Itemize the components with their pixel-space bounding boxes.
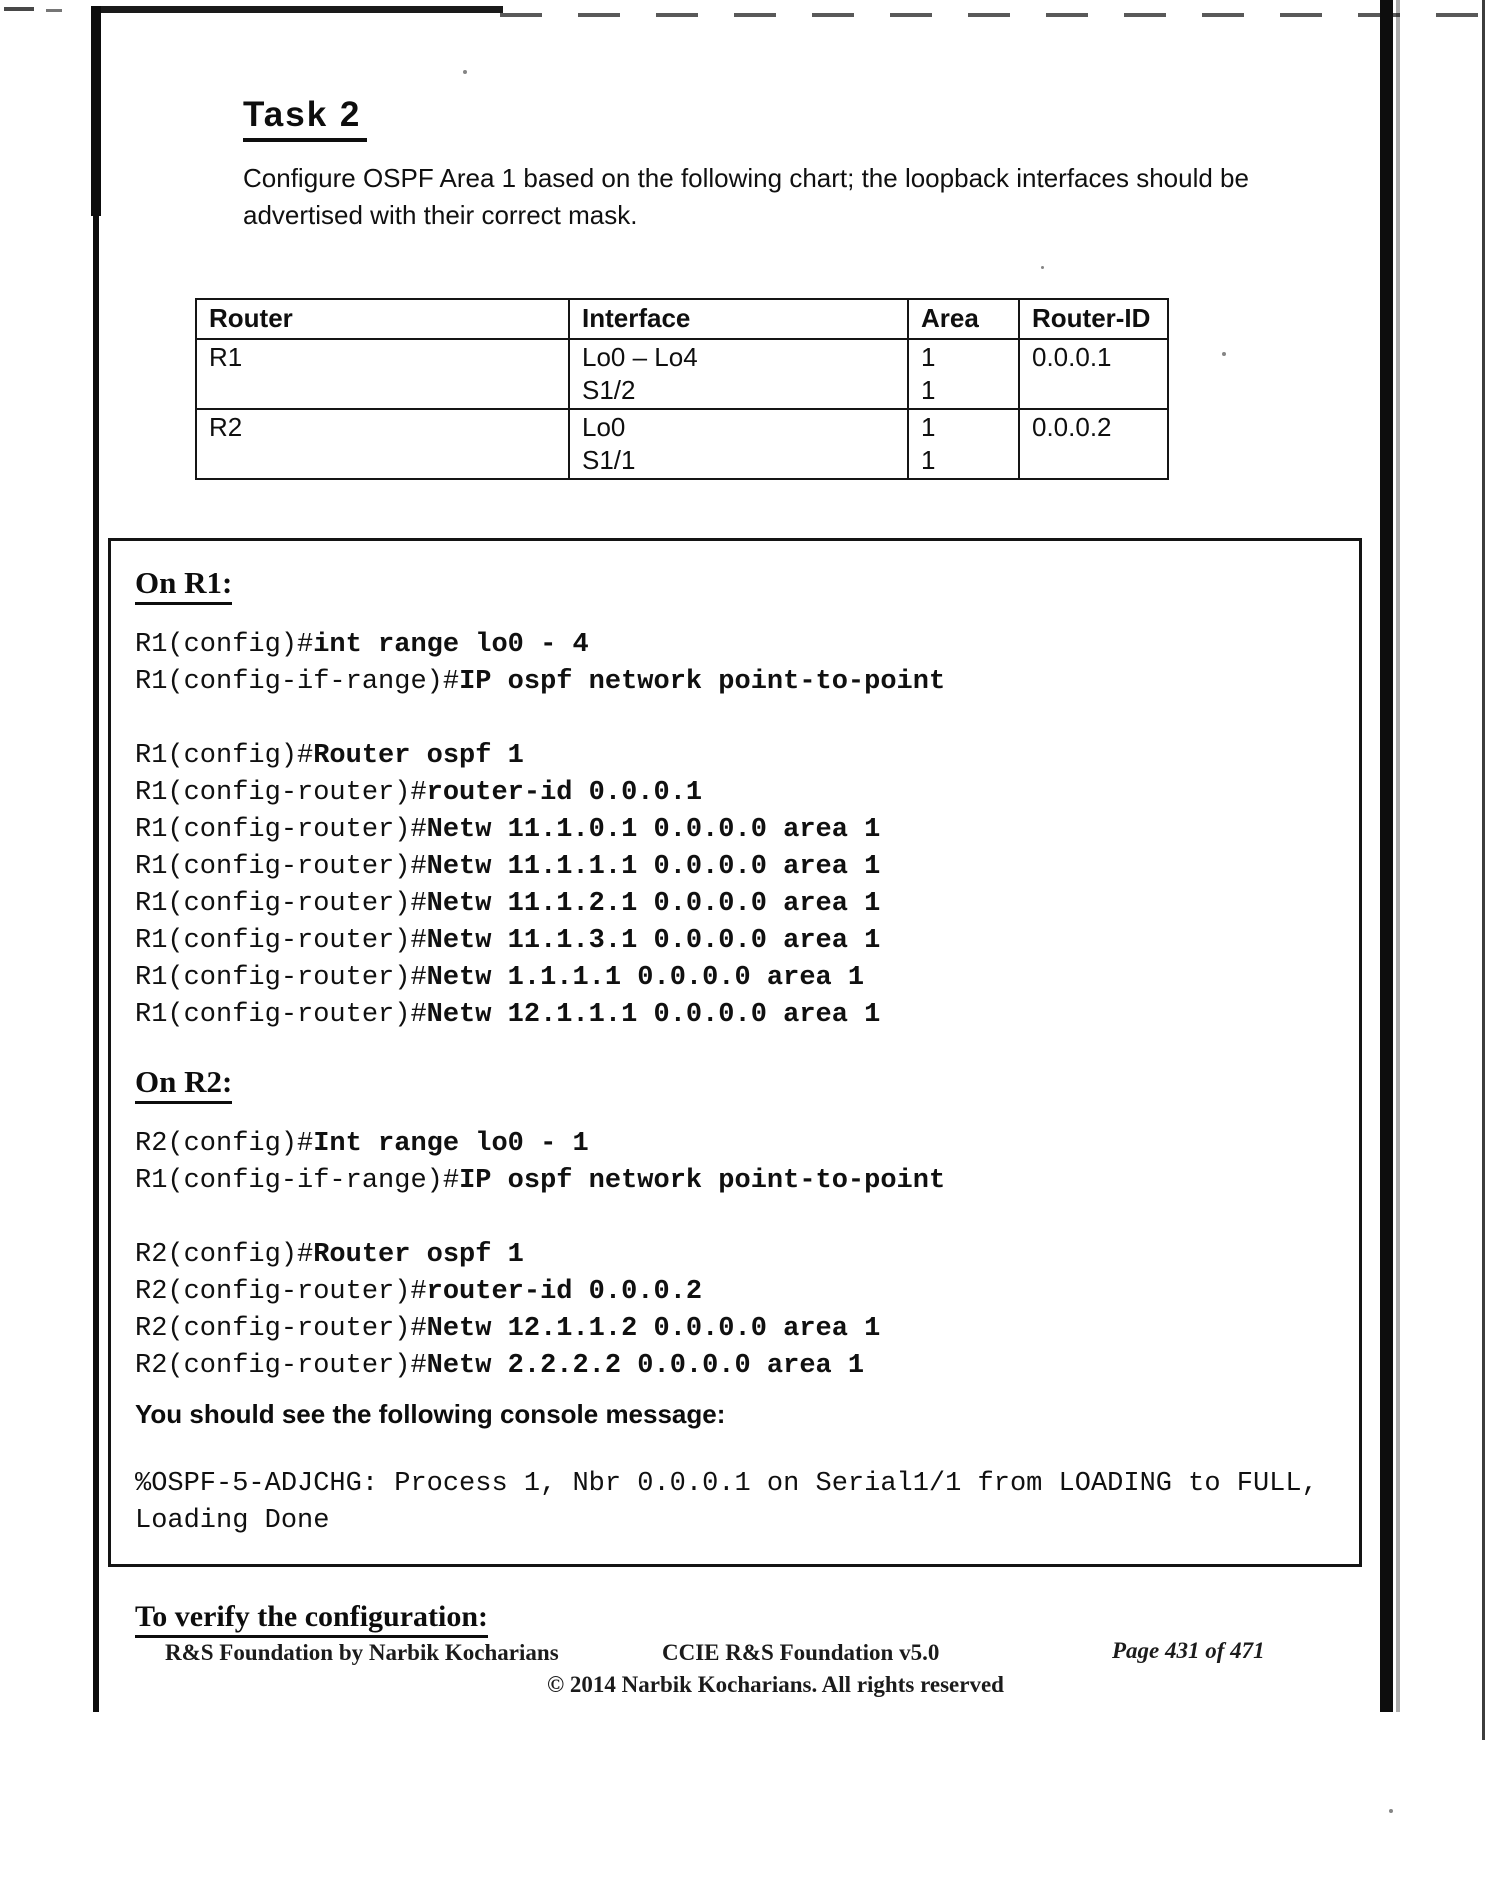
heading-on-r2: On R2: bbox=[135, 1064, 232, 1104]
console-line bbox=[135, 738, 1359, 775]
top-left-dash-mark bbox=[4, 7, 34, 11]
cli-prompt: R1(config)# bbox=[135, 630, 314, 660]
scan-speck bbox=[1389, 1809, 1393, 1813]
solution-console-box bbox=[108, 538, 1362, 1633]
area-line: 1 bbox=[921, 445, 936, 475]
cell-router: R2 bbox=[196, 409, 569, 479]
cli-command: IP ospf network point-to-point bbox=[459, 1166, 946, 1196]
scan-speck bbox=[1041, 266, 1044, 269]
page-left-border-thick-top bbox=[91, 6, 101, 216]
console-line bbox=[135, 923, 1359, 960]
ospf-config-table bbox=[195, 298, 1169, 480]
cli-command: Netw 11.1.0.1 0.0.0.0 area 1 bbox=[426, 815, 881, 845]
footer-copyright: © 2014 Narbik Kocharians. All rights reserved bbox=[547, 1672, 1004, 1697]
footer-left-text: R&S Foundation by Narbik Kocharians bbox=[165, 1640, 559, 1665]
col-header-interface: Interface bbox=[569, 299, 908, 339]
cli-command: router-id 0.0.0.2 bbox=[426, 1277, 703, 1307]
console-line bbox=[135, 1348, 1359, 1385]
cli-prompt: R1(config)# bbox=[135, 741, 314, 771]
r1-config-block-2 bbox=[135, 738, 1359, 1034]
cell-area bbox=[908, 409, 1019, 479]
col-header-area: Area bbox=[908, 299, 1019, 339]
cli-command: Int range lo0 - 1 bbox=[313, 1129, 589, 1159]
cli-prompt: R1(config-if-range)# bbox=[135, 1166, 460, 1196]
console-line bbox=[135, 812, 1359, 849]
cli-command: Netw 12.1.1.1 0.0.0.0 area 1 bbox=[426, 1000, 881, 1030]
cell-router-id: 0.0.0.2 bbox=[1019, 409, 1168, 479]
interface-line: S1/2 bbox=[582, 375, 636, 405]
console-line bbox=[135, 1163, 1359, 1200]
cli-command: Router ospf 1 bbox=[313, 741, 524, 771]
right-scan-bar-fringe bbox=[1396, 0, 1400, 1712]
cli-command: router-id 0.0.0.1 bbox=[426, 778, 703, 808]
cli-prompt: R2(config-router)# bbox=[135, 1314, 427, 1344]
cli-prompt: R1(config-router)# bbox=[135, 963, 427, 993]
cli-command: Netw 11.1.3.1 0.0.0.0 area 1 bbox=[426, 926, 881, 956]
cli-command: Netw 2.2.2.2 0.0.0.0 area 1 bbox=[426, 1351, 865, 1381]
console-line bbox=[135, 849, 1359, 886]
page-top-border bbox=[93, 6, 503, 13]
console-line bbox=[135, 997, 1359, 1034]
r2-config-block-1 bbox=[135, 1126, 1359, 1200]
col-header-router-id: Router-ID bbox=[1019, 299, 1168, 339]
cli-prompt: R1(config-router)# bbox=[135, 778, 427, 808]
cli-prompt: R1(config-router)# bbox=[135, 815, 427, 845]
cell-router: R1 bbox=[196, 339, 569, 409]
table-row-r2 bbox=[196, 409, 1168, 479]
cli-prompt: R2(config)# bbox=[135, 1240, 314, 1270]
cli-prompt: R1(config-router)# bbox=[135, 926, 427, 956]
cell-interface bbox=[569, 339, 908, 409]
cell-router-id: 0.0.0.1 bbox=[1019, 339, 1168, 409]
right-edge-thin-line bbox=[1482, 0, 1485, 1740]
area-line: 1 bbox=[921, 342, 936, 372]
cli-prompt: R1(config-router)# bbox=[135, 889, 427, 919]
cli-command: Netw 12.1.1.2 0.0.0.0 area 1 bbox=[426, 1314, 881, 1344]
cli-prompt: R2(config-router)# bbox=[135, 1351, 427, 1381]
table-row-r1 bbox=[196, 339, 1168, 409]
cli-command: Router ospf 1 bbox=[313, 1240, 524, 1270]
console-message-line-2: Loading Done bbox=[135, 1506, 330, 1536]
top-broken-scan-line bbox=[500, 13, 1480, 17]
intro-line-2: advertised with their correct mask. bbox=[243, 200, 638, 230]
area-line: 1 bbox=[921, 412, 936, 442]
footer-page-number: Page 431 of 471 bbox=[1112, 1638, 1265, 1663]
cli-command: Netw 11.1.2.1 0.0.0.0 area 1 bbox=[426, 889, 881, 919]
intro-line-1: Configure OSPF Area 1 based on the following chart; the loopback interfaces should be bbox=[243, 163, 1249, 193]
console-line bbox=[135, 1237, 1359, 1274]
console-line bbox=[135, 886, 1359, 923]
heading-verify-configuration: To verify the configuration: bbox=[135, 1600, 488, 1638]
scan-speck bbox=[463, 70, 467, 74]
col-header-router: Router bbox=[196, 299, 569, 339]
right-scan-bar bbox=[1380, 0, 1393, 1712]
console-line bbox=[135, 1311, 1359, 1348]
cli-prompt: R2(config)# bbox=[135, 1129, 314, 1159]
console-line bbox=[135, 775, 1359, 812]
cell-interface bbox=[569, 409, 908, 479]
cli-command: IP ospf network point-to-point bbox=[459, 667, 946, 697]
scan-speck bbox=[1222, 352, 1226, 356]
cli-prompt: R1(config-router)# bbox=[135, 852, 427, 882]
heading-on-r1: On R1: bbox=[135, 565, 232, 605]
console-line bbox=[135, 960, 1359, 997]
interface-line: S1/1 bbox=[582, 445, 636, 475]
console-note: You should see the following console message: bbox=[135, 1399, 726, 1429]
console-line bbox=[135, 664, 1359, 701]
page-left-border bbox=[93, 6, 99, 1712]
cell-area bbox=[908, 339, 1019, 409]
task-title: Task 2 bbox=[243, 95, 367, 142]
console-message-line-1: %OSPF-5-ADJCHG: Process 1, Nbr 0.0.0.1 on Serial1/1 from LOADING to FULL, bbox=[135, 1469, 1318, 1499]
cli-prompt: R1(config-router)# bbox=[135, 1000, 427, 1030]
console-line bbox=[135, 1126, 1359, 1163]
r2-config-block-2 bbox=[135, 1237, 1359, 1385]
interface-line: Lo0 – Lo4 bbox=[582, 342, 698, 372]
table-header-row bbox=[196, 299, 1168, 339]
cli-prompt: R1(config-if-range)# bbox=[135, 667, 460, 697]
top-left-dash-mark bbox=[46, 9, 62, 12]
cli-prompt: R2(config-router)# bbox=[135, 1277, 427, 1307]
console-message bbox=[135, 1466, 1359, 1540]
cli-command: Netw 11.1.1.1 0.0.0.0 area 1 bbox=[426, 852, 881, 882]
footer-center-text: CCIE R&S Foundation v5.0 bbox=[662, 1640, 940, 1665]
r1-config-block-1 bbox=[135, 627, 1359, 701]
console-line bbox=[135, 627, 1359, 664]
cli-command: Netw 1.1.1.1 0.0.0.0 area 1 bbox=[426, 963, 865, 993]
intro-paragraph bbox=[243, 160, 1249, 234]
cli-command: int range lo0 - 4 bbox=[313, 630, 589, 660]
area-line: 1 bbox=[921, 375, 936, 405]
console-line bbox=[135, 1274, 1359, 1311]
interface-line: Lo0 bbox=[582, 412, 626, 442]
